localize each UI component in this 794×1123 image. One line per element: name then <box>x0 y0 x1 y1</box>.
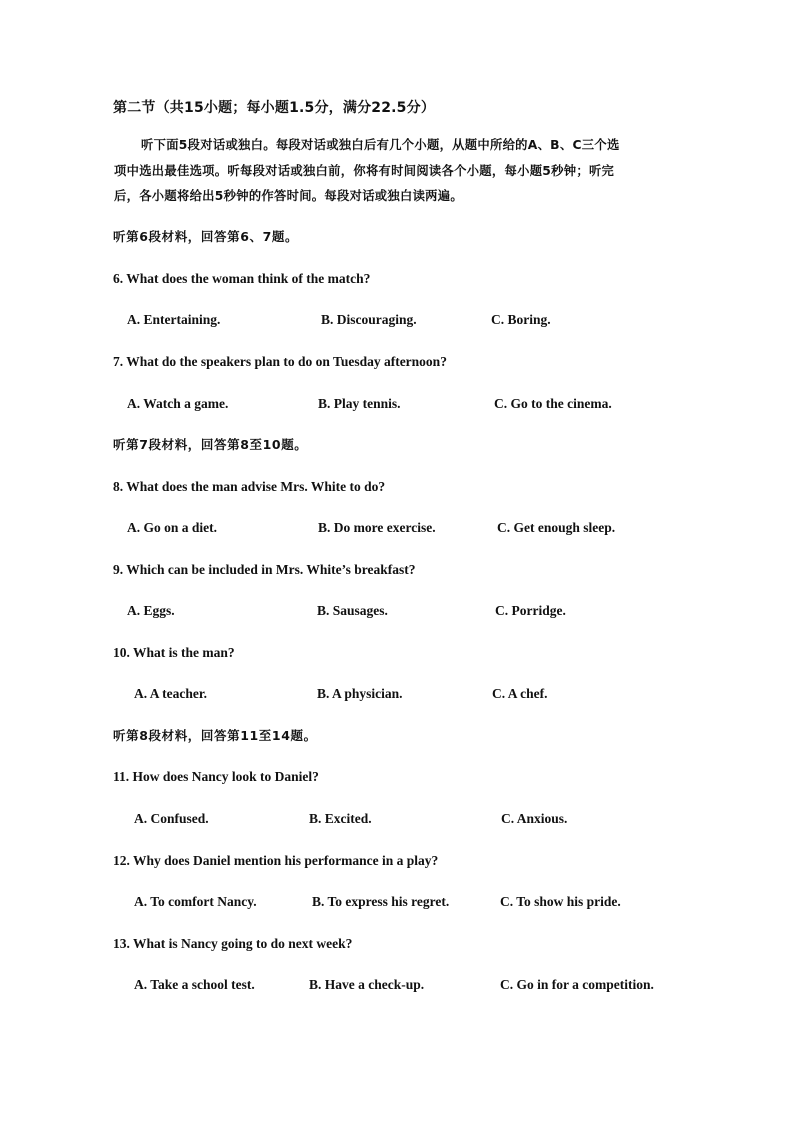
question-10-stem: 10. What is the man? <box>113 645 235 660</box>
question-13-option-b: B. Have a check-up. <box>309 977 425 992</box>
question-11-option-a: A. Confused. <box>134 811 209 826</box>
question-11-option-b: B. Excited. <box>309 811 372 826</box>
question-6-option-b: B. Discouraging. <box>321 312 417 327</box>
question-13-option-a: A. Take a school test. <box>134 977 255 992</box>
instructions-line-3: 后，各小题将给出5秒钟的作答时间。每段对话或独白读两遍。 <box>114 189 463 203</box>
question-12-option-b: B. To express his regret. <box>312 894 450 909</box>
question-13-option-c: C. Go in for a competition. <box>500 977 654 992</box>
instructions-line-1: 听下面5段对话或独白。每段对话或独白后有几个小题，从题中所给的A、B、C三个选 <box>141 138 620 152</box>
question-6-option-a: A. Entertaining. <box>127 312 221 327</box>
question-8-option-a: A. Go on a diet. <box>127 520 218 535</box>
question-12-option-c: C. To show his pride. <box>500 894 621 909</box>
question-7-option-c: C. Go to the cinema. <box>494 396 612 411</box>
part-heading-6: 听第6段材料，回答第6、7题。 <box>113 229 299 244</box>
question-12-stem: 12. Why does Daniel mention his performance in a play? <box>113 853 439 868</box>
question-13-stem: 13. What is Nancy going to do next week? <box>113 936 353 951</box>
question-8-option-c: C. Get enough sleep. <box>497 520 616 535</box>
question-9-option-b: B. Sausages. <box>317 603 388 618</box>
question-10-option-a: A. A teacher. <box>134 686 207 701</box>
section-heading: 第二节（共15小题；每小题1.5分，满分22.5分） <box>113 100 436 116</box>
part-heading-8: 听第8段材料，回答第11至14题。 <box>113 728 317 743</box>
question-9-option-c: C. Porridge. <box>495 603 566 618</box>
question-8-option-b: B. Do more exercise. <box>318 520 436 535</box>
question-10-option-b: B. A physician. <box>317 686 403 701</box>
question-11-option-c: C. Anxious. <box>501 811 568 826</box>
instructions-line-2: 项中选出最佳选项。听每段对话或独白前，你将有时间阅读各个小题，每小题5秒钟；听完 <box>114 164 615 178</box>
question-7-stem: 7. What do the speakers plan to do on Tuesday afternoon? <box>113 354 447 369</box>
question-10-option-c: C. A chef. <box>492 686 548 701</box>
question-12-option-a: A. To comfort Nancy. <box>134 894 257 909</box>
question-6-stem: 6. What does the woman think of the match? <box>113 271 371 286</box>
question-6-option-c: C. Boring. <box>491 312 551 327</box>
question-8-stem: 8. What does the man advise Mrs. White to do? <box>113 479 386 494</box>
question-7-option-b: B. Play tennis. <box>318 396 401 411</box>
question-9-stem: 9. Which can be included in Mrs. White’s breakfast? <box>113 562 416 577</box>
part-heading-7: 听第7段材料，回答第8至10题。 <box>113 437 308 452</box>
question-7-option-a: A. Watch a game. <box>127 396 229 411</box>
question-9-option-a: A. Eggs. <box>127 603 175 618</box>
question-11-stem: 11. How does Nancy look to Daniel? <box>113 769 319 784</box>
